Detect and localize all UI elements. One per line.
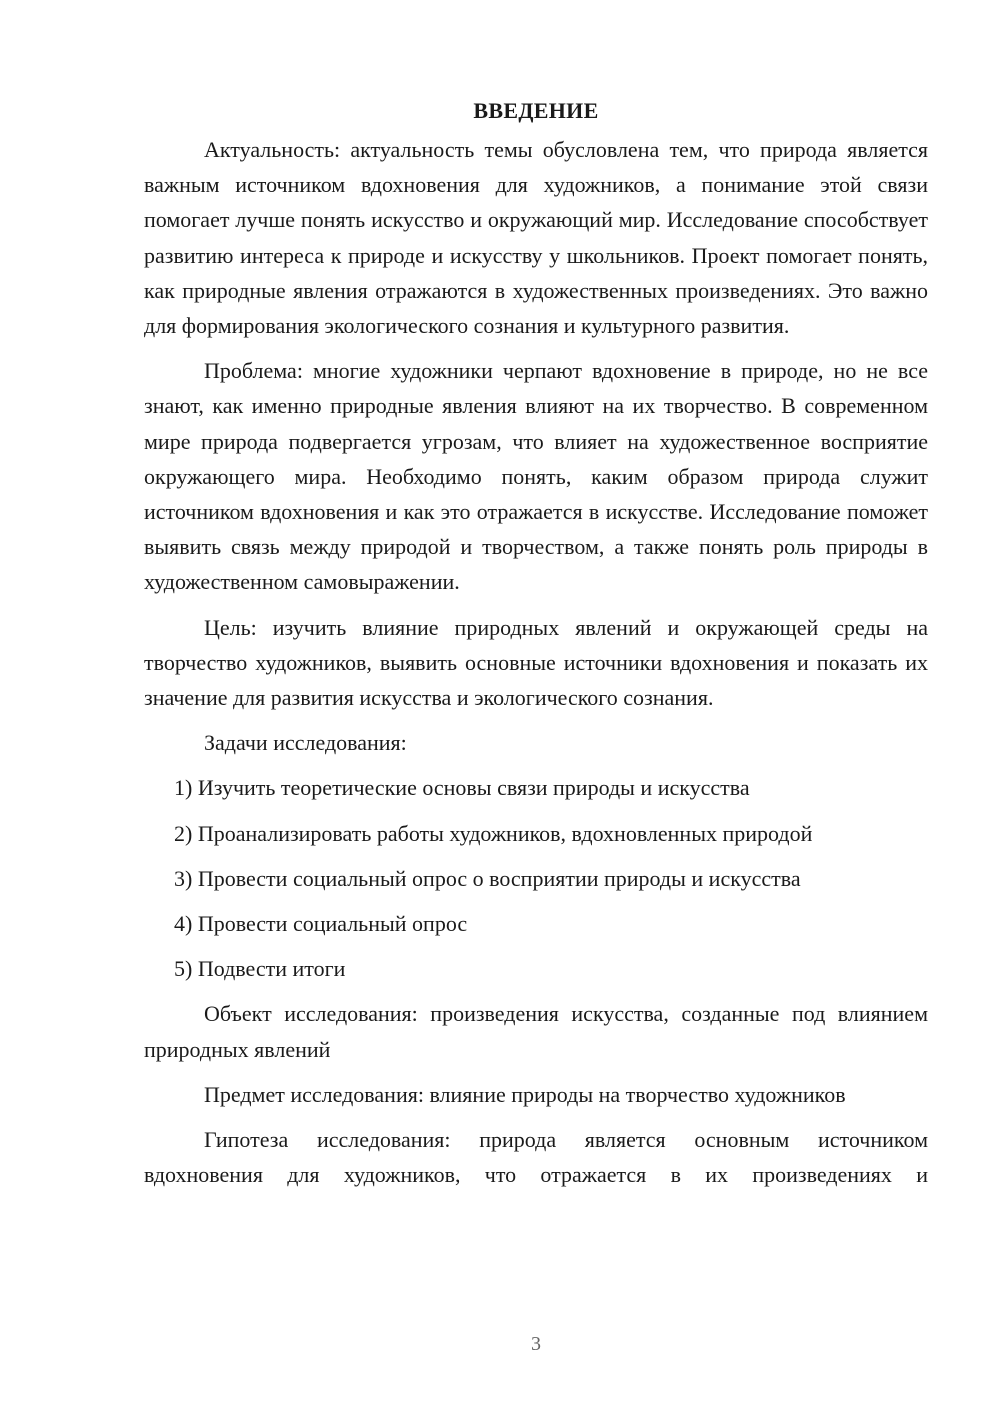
task-item: 1) Изучить теоретические основы связи природы и искусства — [174, 775, 750, 801]
paragraph-goal: Цель: изучить влияние природных явлений и окружающей среды на творчество художников, выявить основные источники вдохновения и показать их значение для развития искусства и экологического сознания. — [144, 614, 928, 711]
task-item: 3) Провести социальный опрос о восприятии природы и искусства — [174, 865, 801, 891]
task-item: 4) Провести социальный опрос — [174, 911, 468, 937]
paragraph-relevance: Актуальность: актуальность темы обусловлена тем, что природа является важным источником вдохновения для художников, а понимание этой связи помогает лучше понять искусство и окружающий мир. Исследование способствует развитию интереса к природе и искусству у школьников. Проект помогает понять, как природные явления отражаются в художественных произведениях. Это важно для формирования экологического сознания и культурного развития. — [144, 137, 928, 339]
paragraph-problem: Проблема: многие художники черпают вдохновение в природе, но не все знают, как именно природные явления влияют на их творчество. В современном мире природа подвергается угрозам, что влияет на художественное восприятие окружающего мира. Необходимо понять, каким образом природа служит источником вдохновения и как это отражается в искусстве. Исследование поможет выявить связь между природой и творчеством, а также понять роль природы в художественном самовыражении. — [144, 358, 928, 595]
page-number: 3 — [531, 1333, 541, 1355]
paragraph-tasks-intro: Задачи исследования: — [204, 730, 407, 756]
paragraph-subject: Предмет исследования: влияние природы на творчество художников — [204, 1081, 846, 1107]
task-item: 5) Подвести итоги — [174, 956, 346, 982]
section-heading: ВВЕДЕНИЕ — [473, 98, 599, 123]
tasks-list — [144, 770, 928, 986]
page-content — [144, 96, 928, 1202]
paragraph-hypothesis: Гипотеза исследования: природа является основным источником вдохновения для художников, что отражается в их произведениях и — [144, 1127, 928, 1188]
task-item: 2) Проанализировать работы художников, вдохновленных природой — [174, 820, 813, 846]
paragraph-object: Объект исследования: произведения искусства, созданные под влиянием природных явлений — [144, 1001, 928, 1062]
